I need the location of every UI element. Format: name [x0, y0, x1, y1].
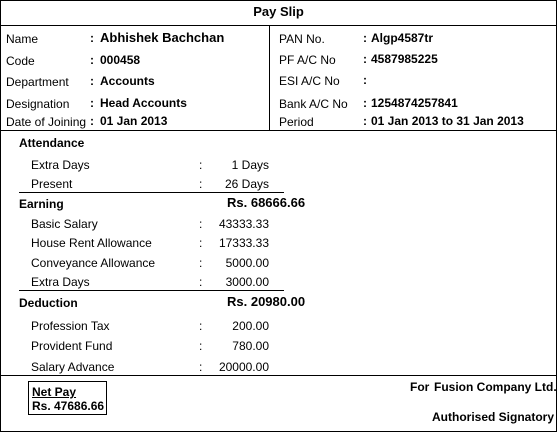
earning-total: Rs. 68666.66: [227, 195, 306, 210]
deduction-item-separator: :: [199, 339, 203, 353]
deduction-item-separator: :: [199, 360, 203, 374]
header-divider: [1, 130, 556, 131]
title-divider: [1, 25, 556, 26]
attendance-heading: Attendance: [19, 136, 85, 150]
department-label: Department: [6, 75, 69, 89]
pan-separator: :: [363, 31, 367, 45]
esi-separator: :: [363, 73, 367, 87]
earning-item-value: 5000.00: [225, 256, 269, 270]
header-column-divider: [269, 25, 270, 130]
authorised-signatory: Authorised Signatory: [432, 410, 555, 424]
deduction-item-label: Profession Tax: [31, 319, 110, 333]
earning-item-separator: :: [199, 236, 203, 250]
deduction-divider: [1, 375, 556, 376]
page-title: Pay Slip: [253, 4, 304, 19]
earning-divider: [19, 290, 284, 291]
earning-item-value: 3000.00: [225, 275, 269, 289]
earning-item-separator: :: [199, 217, 203, 231]
code-value: 000458: [100, 53, 141, 67]
earning-item-label: Conveyance Allowance: [31, 256, 156, 270]
doj-label: Date of Joining: [6, 115, 87, 129]
attendance-item-label: Present: [31, 177, 73, 191]
attendance-item-value: 26 Days: [224, 177, 269, 191]
net-pay-box: [28, 381, 107, 415]
attendance-item-separator: :: [199, 158, 203, 172]
attendance-divider: [19, 192, 284, 193]
doj-separator: :: [90, 114, 94, 128]
earning-item-separator: :: [199, 275, 203, 289]
designation-separator: :: [90, 96, 94, 110]
deduction-heading: Deduction: [19, 296, 78, 310]
code-separator: :: [90, 53, 94, 67]
esi-label: ESI A/C No: [279, 74, 340, 88]
attendance-item-label: Extra Days: [31, 158, 90, 172]
doj-value: 01 Jan 2013: [100, 114, 168, 128]
code-label: Code: [6, 54, 35, 68]
period-label: Period: [279, 115, 314, 129]
deduction-item-label: Salary Advance: [31, 360, 115, 374]
earning-item-label: Extra Days: [31, 275, 90, 289]
bank-value: 1254874257841: [371, 96, 458, 110]
deduction-item-separator: :: [199, 319, 203, 333]
deduction-total: Rs. 20980.00: [227, 294, 306, 309]
bank-label: Bank A/C No: [279, 97, 348, 111]
pf-separator: :: [363, 52, 367, 66]
name-label: Name: [6, 32, 39, 46]
deduction-item-value: 780.00: [232, 339, 269, 353]
name-separator: :: [90, 31, 94, 45]
for-label: For: [410, 380, 430, 394]
pf-label: PF A/C No: [279, 53, 336, 67]
pan-value: Algp4587tr: [371, 31, 434, 45]
net-pay-label: Net Pay: [32, 385, 77, 399]
pf-value: 4587985225: [371, 52, 438, 66]
earning-item-separator: :: [199, 256, 203, 270]
designation-value: Head Accounts: [100, 96, 187, 110]
attendance-item-separator: :: [199, 177, 203, 191]
earning-item-label: Basic Salary: [31, 217, 98, 231]
earning-heading: Earning: [19, 197, 64, 211]
deduction-item-value: 20000.00: [218, 360, 269, 374]
attendance-item-value: 1 Days: [231, 158, 269, 172]
name-value: Abhishek Bachchan: [100, 30, 225, 45]
department-value: Accounts: [100, 74, 155, 88]
deduction-item-value: 200.00: [232, 319, 269, 333]
department-separator: :: [90, 74, 94, 88]
bank-separator: :: [363, 96, 367, 110]
net-pay-value: Rs. 47686.66: [32, 399, 105, 413]
earning-item-label: House Rent Allowance: [31, 236, 152, 250]
period-separator: :: [363, 114, 367, 128]
earning-item-value: 43333.33: [218, 217, 269, 231]
earning-item-value: 17333.33: [218, 236, 269, 250]
company-name: Fusion Company Ltd.: [434, 380, 557, 394]
deduction-item-label: Provident Fund: [31, 339, 113, 353]
designation-label: Designation: [6, 97, 70, 111]
period-value: 01 Jan 2013 to 31 Jan 2013: [371, 114, 524, 128]
pan-label: PAN No.: [279, 32, 325, 46]
